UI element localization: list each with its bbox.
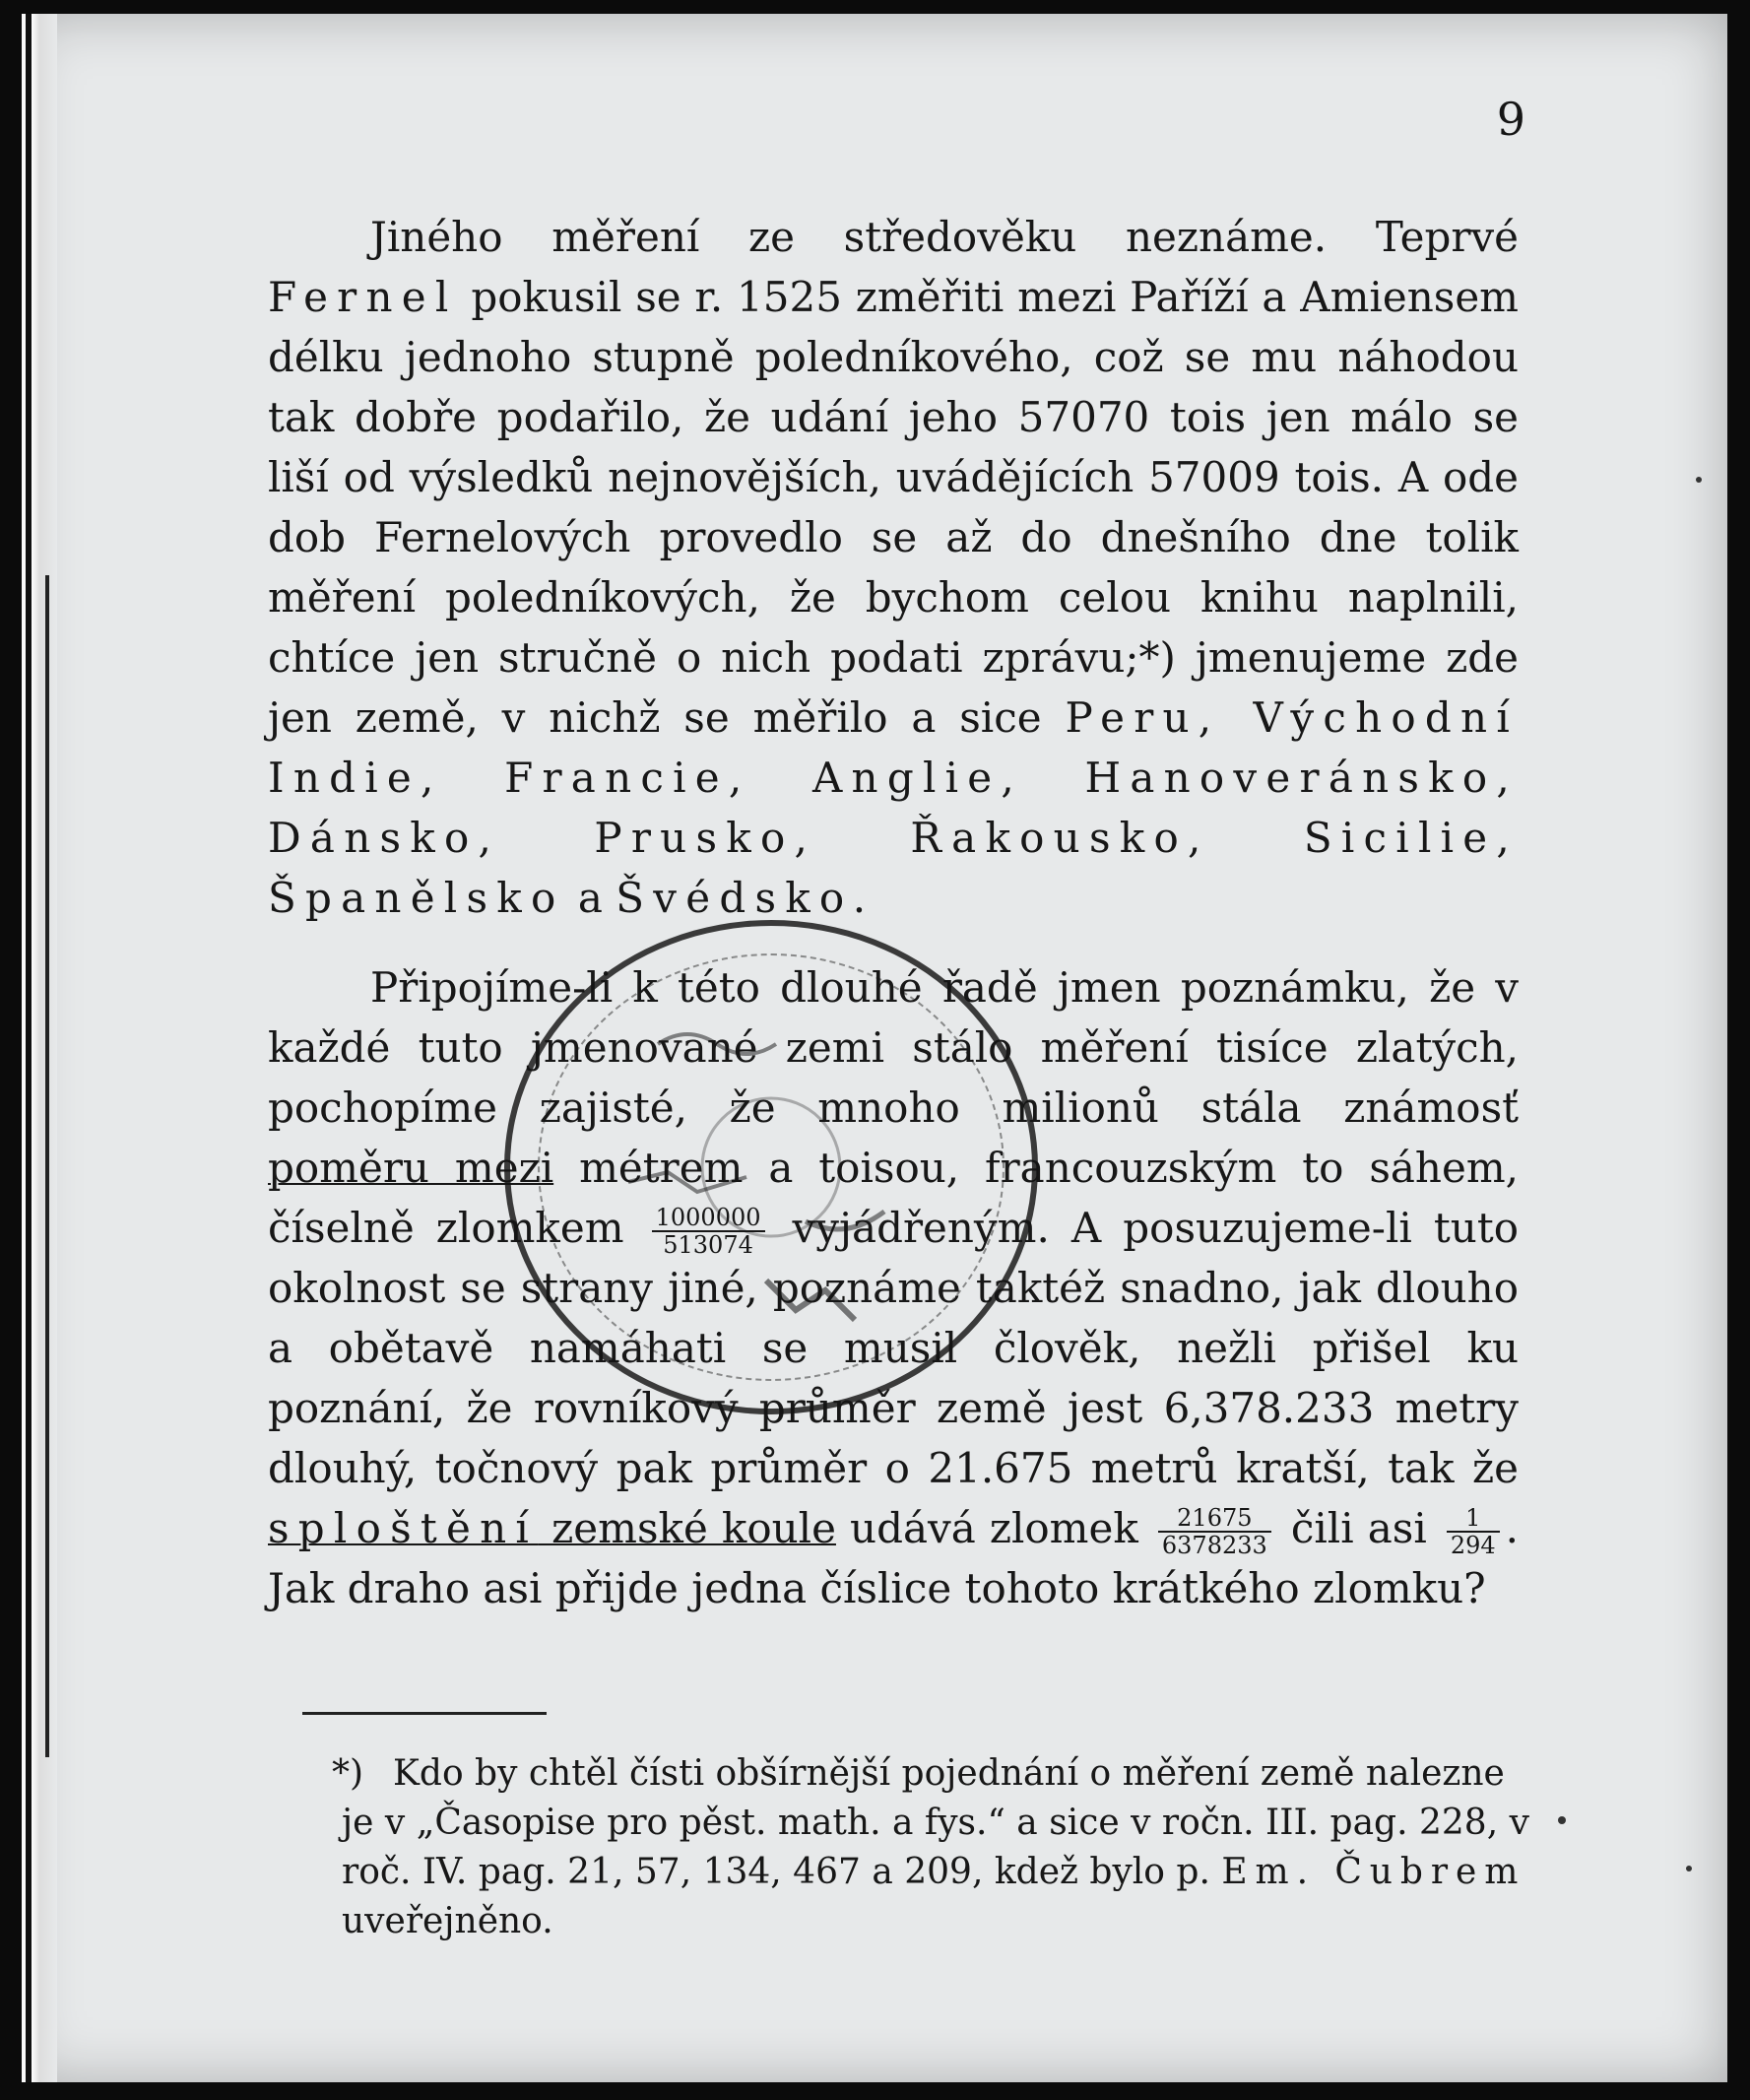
- p1-text-b: pokusil se r. 1525 změřiti mezi Paříží a Amiensem délku jednoho stupně poledníkového, což se mu náhodou tak dobře podařilo, že udání jeho 57070 tois jen málo se liší od výsledků nejnovějších, uvádějících 57009 tois. A ode dob Fernelových provedlo se až do dnešního dne tolik měření poledníkových, že bychom celou knihu naplnili, chtíce jen stručně o nich podati zprávu;*) jmenujeme zde jen země, v nichž se měřilo a sice: [268, 273, 1519, 742]
- country-list: Peru, Východní Indie, Francie, Anglie, Hanoveránsko, Dánsko, Prusko, Řakousko, Sicilie, Španělsko: [268, 693, 1519, 922]
- speck: [1686, 1866, 1692, 1871]
- footnote: [332, 1749, 1535, 1946]
- binding-edge: [26, 14, 32, 2082]
- footnote-text: [332, 1749, 1535, 1946]
- fraction-flattening: [1158, 1505, 1271, 1558]
- p2-text-i: . Jak draho asi přijde jedna číslice tohoto krátkého zlomku?: [268, 1504, 1519, 1612]
- p2-text-c: métrem a toisou, francouzským to sáhem, číselně zlomkem: [268, 1144, 1519, 1252]
- speck: [1558, 1816, 1566, 1824]
- p2-spaced-flattening: sploštění: [268, 1504, 539, 1552]
- footnote-text-c: uveřejněno.: [342, 1901, 553, 1941]
- country-last: Švédsko.: [616, 874, 875, 922]
- paragraph-1: [268, 207, 1519, 928]
- fraction-numerator: 21675: [1158, 1505, 1271, 1533]
- footnote-mark: *): [332, 1753, 364, 1794]
- fraction-denominator: 6378233: [1161, 1532, 1267, 1559]
- p1-text-a: Jiného měření ze středověku neznáme. Teprvé: [370, 213, 1519, 261]
- book-page: [22, 14, 1727, 2082]
- name-fernel: Fernel: [268, 273, 458, 321]
- p2-text-g: udává zlomek: [835, 1504, 1152, 1552]
- p1-and: a: [564, 874, 616, 922]
- p2-underlined-b: zemské koule: [538, 1504, 836, 1552]
- main-text: [268, 207, 1519, 1618]
- footnote-author: Em. Čubrem: [1221, 1852, 1526, 1892]
- footnote-text-a: Kdo by chtěl čísti obšírnější pojednání o měření země nalezne je v „Časopise pro pěst. math. a fys.“ a sice v ročn. III. pag. 228, v roč. IV. pag. 21, 57, 134, 467 a 209, kdež bylo p.: [342, 1753, 1529, 1892]
- fraction-metre-toise: [652, 1205, 765, 1258]
- speck: [1696, 477, 1702, 483]
- p2-underlined-a: poměru mezi: [268, 1144, 554, 1192]
- fraction-numerator: 1000000: [652, 1205, 765, 1232]
- paragraph-2: [268, 957, 1519, 1618]
- footnote-rule: [302, 1712, 547, 1715]
- fraction-denominator: 513074: [663, 1231, 753, 1259]
- binding-thread: [45, 575, 49, 1757]
- p2-text-a: Připojíme-li k této dlouhé řadě jmen poznámku, že v každé tuto jmenované zemi stálo měření tisíce zlatých, pochopíme zajisté, že mnoho milionů stála známosť: [268, 963, 1519, 1132]
- page-binding: [22, 14, 57, 2082]
- fraction-approx: [1447, 1505, 1500, 1558]
- p2-text-d: vyjádřeným. A posuzujeme-li tuto okolnost se strany jiné, poznáme taktéž snadno, jak dlouho a obětavě namáhati se musil člověk, nežli přišel ku poznání, že rovníkový průměr země jest 6,378.233 metry dlouhý, točnový pak průměr o 21.675 metrů kratší, tak že: [268, 1204, 1519, 1492]
- page-number: 9: [1496, 93, 1525, 146]
- fraction-numerator: 1: [1447, 1505, 1500, 1533]
- p2-text-h: čili asi: [1276, 1504, 1441, 1552]
- fraction-denominator: 294: [1450, 1532, 1496, 1559]
